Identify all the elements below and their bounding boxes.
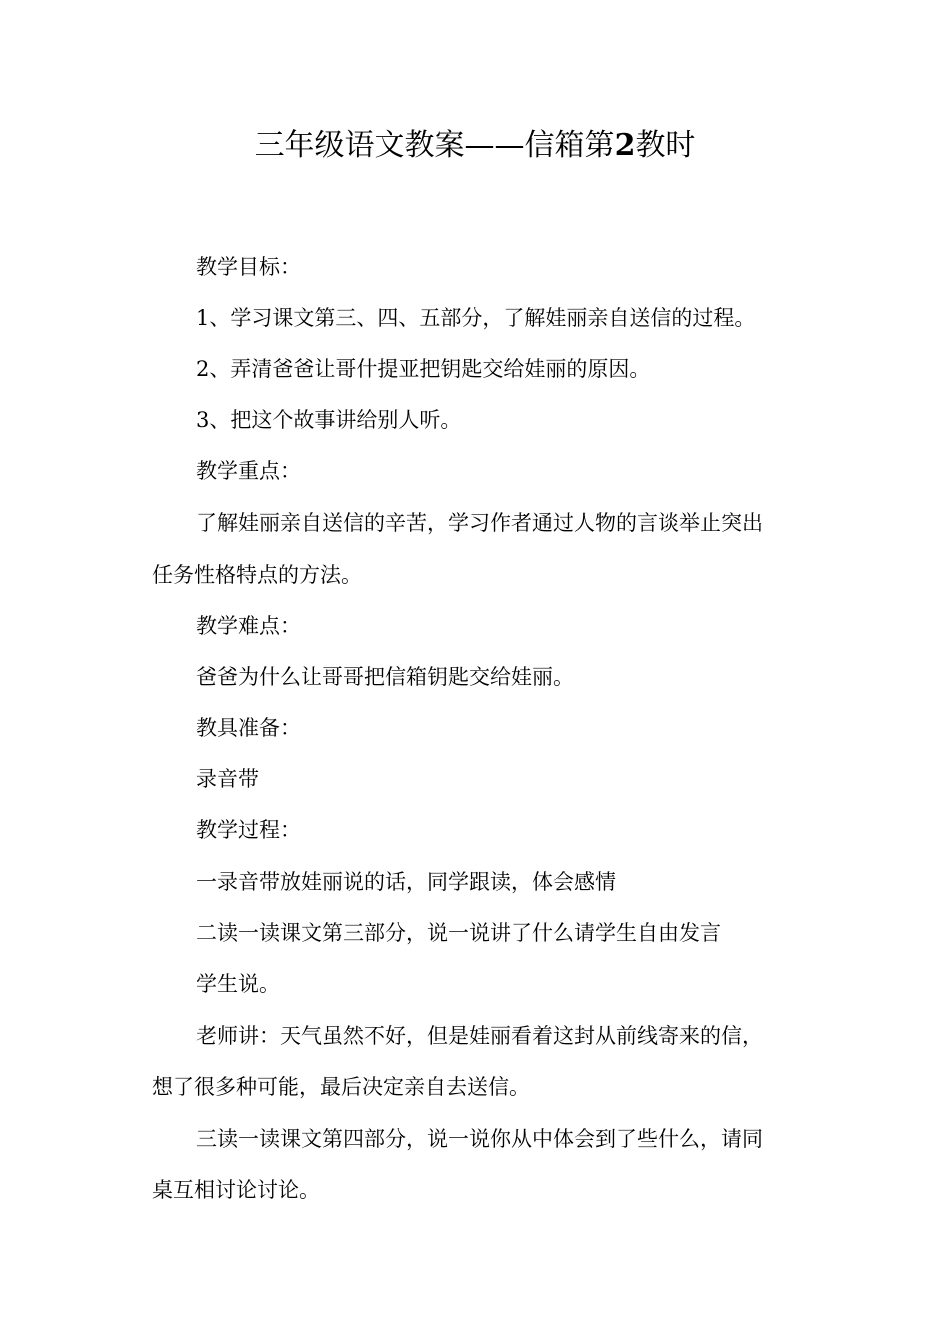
process-teacher-line-1: 老师讲：天气虽然不好，但是娃丽看着这封从前线寄来的信， — [196, 1024, 763, 1048]
process-step-3-line-1: 三读一读课文第四部分，说一说你从中体会到了些什么，请同 — [196, 1127, 763, 1151]
process-teacher-line-2: 想了很多种可能，最后决定亲自去送信。 — [152, 1075, 530, 1099]
process-step-2-students: 学生说。 — [196, 972, 280, 996]
title-text-before: 三年级语文教案——信箱第 — [254, 128, 615, 163]
process-step-1: 一录音带放娃丽说的话，同学跟读，体会感情 — [196, 870, 616, 894]
heading-key-points: 教学重点： — [196, 459, 301, 483]
objective-item-1: 1、学习课文第三、四、五部分，了解娃丽亲自送信的过程。 — [196, 306, 756, 330]
heading-teaching-process: 教学过程： — [196, 818, 301, 842]
objective-item-2: 2、弄清爸爸让哥什提亚把钥匙交给娃丽的原因。 — [196, 357, 651, 381]
heading-teaching-objectives: 教学目标： — [196, 255, 301, 279]
title-lesson-number: 2 — [614, 128, 636, 163]
key-points-text-line-2: 任务性格特点的方法。 — [152, 563, 362, 587]
difficulties-text: 爸爸为什么让哥哥把信箱钥匙交给娃丽。 — [196, 665, 574, 689]
teaching-aids-text: 录音带 — [196, 767, 259, 791]
title-text-after: 教时 — [635, 128, 696, 163]
process-step-3-line-2: 桌互相讨论讨论。 — [152, 1178, 320, 1202]
objective-item-3: 3、把这个故事讲给别人听。 — [196, 408, 462, 432]
process-step-2: 二读一读课文第三部分，说一说讲了什么请学生自由发言 — [196, 921, 721, 945]
document-title — [0, 124, 950, 168]
key-points-text-line-1: 了解娃丽亲自送信的辛苦，学习作者通过人物的言谈举止突出 — [196, 511, 763, 535]
heading-teaching-aids: 教具准备： — [196, 716, 301, 740]
heading-difficulties: 教学难点： — [196, 614, 301, 638]
